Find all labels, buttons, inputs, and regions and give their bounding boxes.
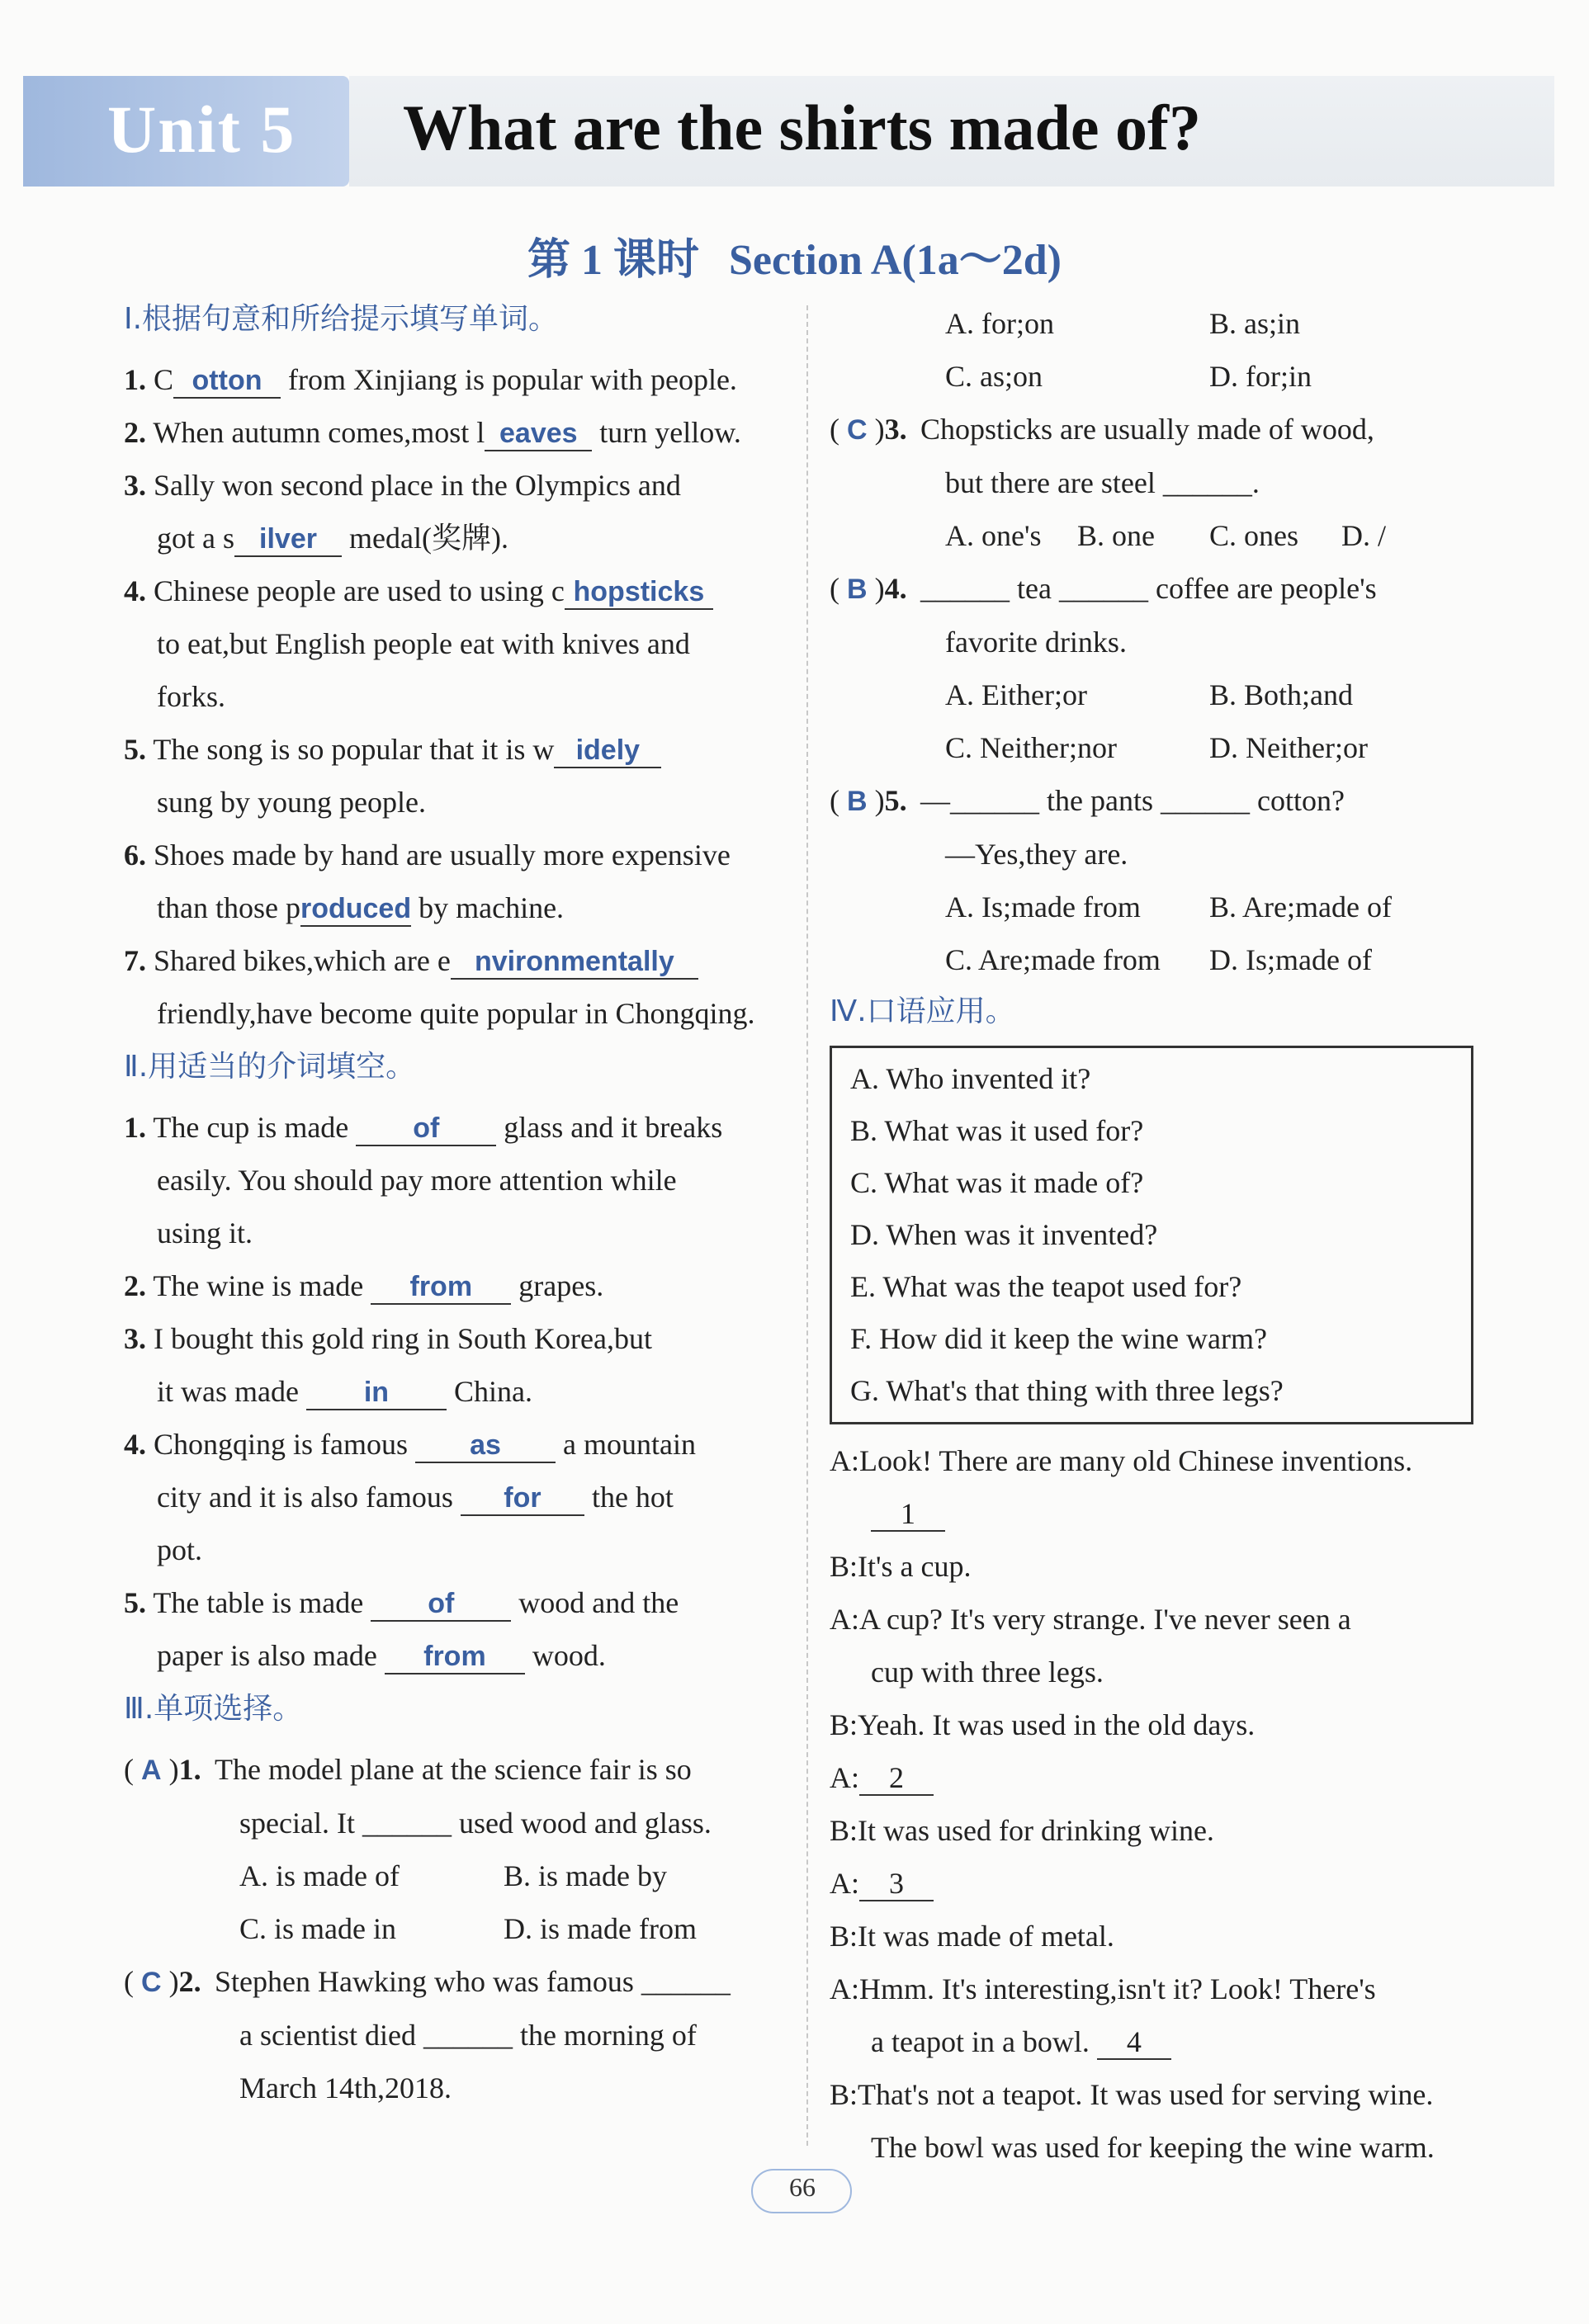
answer-blank[interactable]: idely (554, 734, 661, 768)
page-number: 66 (789, 2172, 816, 2202)
lesson-part2: Section A(1a～2d) (729, 237, 1062, 284)
s2-item-3: 3. I bought this gold ring in South Korea,but it was made in China. (124, 1312, 784, 1418)
dialogue-blank-2[interactable]: 2 (859, 1761, 934, 1796)
answer-blank[interactable]: from (385, 1640, 525, 1675)
lesson-title (0, 224, 1589, 286)
mc-q3: ( C )3. Chopsticks are usually made of wood, but there are steel ______. A. one's B. one C. ones D. / (830, 413, 1386, 552)
choice-answer[interactable]: C (847, 414, 868, 446)
choice-answer[interactable]: B (847, 786, 868, 817)
answer-blank[interactable]: of (371, 1587, 511, 1622)
s1-item-6: 6. Shoes made by hand are usually more expensive than those produced by machine. (124, 829, 784, 934)
option-d: D. When was it invented? (850, 1218, 1158, 1251)
s2-item-2: 2. The wine is made from grapes. (124, 1259, 784, 1312)
mc-q2-options: A. for;on B. as;in C. as;on D. for;in (945, 307, 1312, 393)
section3-heading: Ⅲ.单项选择。 (124, 1692, 303, 1726)
s1-item-2: 2. When autumn comes,most l eaves turn yellow. (124, 406, 784, 459)
s1-item-1: 1. C otton from Xinjiang is popular with people. (124, 353, 784, 406)
section2-heading: Ⅱ.用适当的介词填空。 (124, 1050, 416, 1084)
lesson-part1: 第 1 课时 (527, 237, 699, 284)
dialogue: A:Look! There are many old Chinese inventions. 1 B:It's a cup. A:A cup? It's very strange. I've never seen a cup with three legs. B:Yeah. It was used in the old days. A: 2 B:It was used for drinking wine. A: 3 B:It was made of metal. A:Hmm. It's interesting,isn't it? Look! There's a teapot in a bowl. 4 B:That's not a teapot. It was used for serving wine. The bowl was used for keeping the wine warm. (830, 1444, 1435, 2164)
unit-title: What are the shirts made of? (403, 92, 1201, 163)
s1-item-3: 3. Sally won second place in the Olympics and got a s ilver medal(奖牌). (124, 459, 784, 564)
s2-item-1: 1. The cup is made of glass and it breaks easily. You should pay more attention while using it. (124, 1111, 723, 1249)
option-b: B. What was it used for? (850, 1114, 1144, 1147)
choice-answer[interactable]: C (141, 1967, 162, 1998)
section4-heading: Ⅳ.口语应用。 (830, 994, 1015, 1028)
options-box (830, 1046, 1473, 1424)
answer-blank[interactable]: nvironmentally (451, 945, 698, 980)
option-g: G. What's that thing with three legs? (850, 1374, 1284, 1407)
mc-q5: ( B )5. —______ the pants ______ cotton? —Yes,they are. A. Is;made from B. Are;made of C. Are;made from D. Is;made of (830, 784, 1392, 976)
option-a: A. Who invented it? (850, 1062, 1091, 1095)
s1-item-5: 5. The song is so popular that it is w idely sung by young people. (124, 723, 784, 829)
choice-answer[interactable]: A (141, 1755, 162, 1786)
option-f: F. How did it keep the wine warm? (850, 1322, 1268, 1355)
unit-label: Unit 5 (107, 92, 296, 167)
answer-blank[interactable]: otton (173, 364, 281, 399)
answer-blank[interactable]: of (356, 1112, 496, 1146)
s2-item-5: 5. The table is made of wood and the paper is also made from wood. (124, 1576, 784, 1682)
mc-q4: ( B )4. ______ tea ______ coffee are people's favorite drinks. A. Either;or B. Both;and C. Neither;nor D. Neither;or (830, 572, 1377, 764)
s1-item-7: 7. Shared bikes,which are e nvironmentally friendly,have become quite popular in Chongqing. (124, 944, 755, 1030)
choice-answer[interactable]: B (847, 574, 868, 605)
option-e: E. What was the teapot used for? (850, 1270, 1242, 1303)
answer-blank[interactable]: from (371, 1270, 511, 1305)
answer-blank[interactable]: for (461, 1481, 584, 1516)
mc-q2: ( C )2. Stephen Hawking who was famous ______ a scientist died ______ the morning of March 14th,2018. (124, 1965, 731, 2104)
option-c: C. What was it made of? (850, 1166, 1144, 1199)
s1-item-4: 4. Chinese people are used to using c hopsticks to eat,but English people eat with knives and forks. (124, 564, 784, 723)
answer-blank[interactable]: roduced (300, 892, 411, 927)
answer-blank[interactable]: as (415, 1429, 556, 1463)
s2-item-4: 4. Chongqing is famous as a mountain city and it is also famous for the hot pot. (124, 1428, 696, 1566)
right-column (830, 297, 1498, 2174)
dialogue-blank-4[interactable]: 4 (1097, 2025, 1171, 2060)
answer-blank[interactable]: eaves (485, 417, 592, 451)
section1-heading: Ⅰ.根据句意和所给提示填写单词。 (124, 302, 559, 336)
dialogue-blank-1[interactable]: 1 (871, 1497, 945, 1532)
answer-blank[interactable]: in (306, 1376, 447, 1410)
column-divider (806, 305, 808, 2146)
dialogue-blank-3[interactable]: 3 (859, 1867, 934, 1901)
left-column (124, 297, 784, 2114)
answer-blank[interactable]: hopsticks (565, 575, 713, 610)
answer-blank[interactable]: ilver (234, 522, 342, 557)
mc-q1: ( A )1. The model plane at the science fair is so special. It ______ used wood and glass. A. is made of B. is made by C. is made in D. is made from (124, 1753, 712, 1945)
